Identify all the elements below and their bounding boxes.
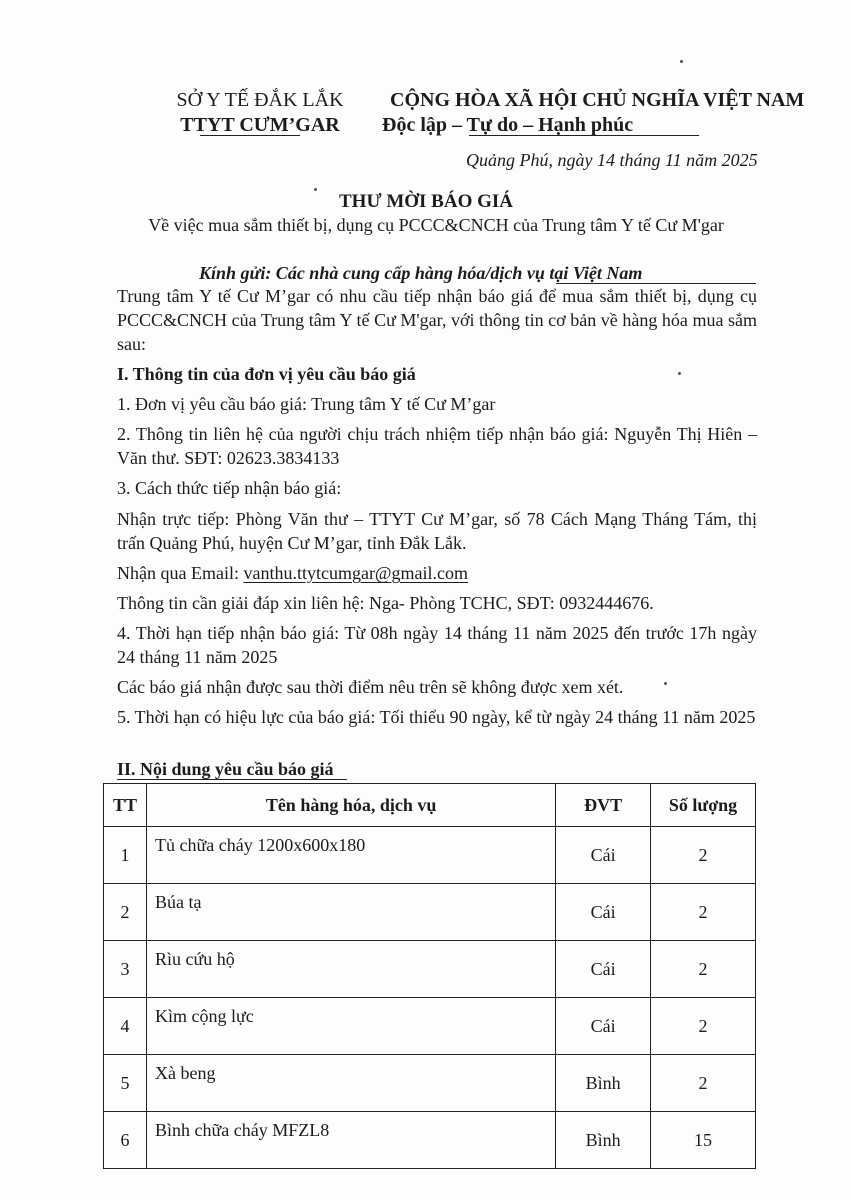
section-1-item-3: 3. Cách thức tiếp nhận báo giá: — [117, 478, 342, 498]
row-qty: 2 — [651, 884, 756, 941]
direct-receipt: Nhận trực tiếp: Phòng Văn thư – TTYT Cư M’gar, số 78 Cách Mạng Tháng Tám, thị trấn Quảng Phú, huyện Cư M’gar, tỉnh Đắk Lắk. — [117, 509, 757, 553]
row-unit: Cái — [556, 998, 651, 1055]
document-title: THƯ MỜI BÁO GIÁ — [339, 191, 513, 212]
late-note: Các báo giá nhận được sau thời điểm nêu trên sẽ không được xem xét. — [117, 677, 624, 697]
row-unit: Bình — [556, 1055, 651, 1112]
document-subject: Về việc mua sắm thiết bị, dụng cụ PCCC&CNCH của Trung tâm Y tế Cư M'gar — [148, 215, 724, 235]
row-name: Tủ chữa cháy 1200x600x180 — [146, 827, 555, 884]
table-row — [104, 941, 756, 998]
row-name: Bình chữa cháy MFZL8 — [146, 1112, 555, 1169]
row-name: Búa tạ — [146, 884, 555, 941]
table-row — [104, 827, 756, 884]
row-tt: 4 — [104, 998, 147, 1055]
motto: Độc lập – Tự do – Hạnh phúc — [382, 114, 634, 136]
section-1-item-4: 4. Thời hạn tiếp nhận báo giá: Từ 08h ngày 14 tháng 11 năm 2025 đến trước 17h ngày 24 tháng 11 năm 2025 — [117, 623, 757, 667]
row-tt: 5 — [104, 1055, 147, 1112]
section-1-heading: I. Thông tin của đơn vị yêu cầu báo giá — [117, 364, 416, 384]
row-tt: 6 — [104, 1112, 147, 1169]
row-tt: 2 — [104, 884, 147, 941]
row-qty: 2 — [651, 998, 756, 1055]
row-qty: 2 — [651, 827, 756, 884]
items-table — [103, 783, 756, 1169]
table-row — [104, 884, 756, 941]
recipient-line: Kính gửi: Các nhà cung cấp hàng hóa/dịch vụ tại Việt Nam — [199, 263, 643, 283]
table-row — [104, 998, 756, 1055]
intro-paragraph: Trung tâm Y tế Cư M’gar có nhu cầu tiếp nhận báo giá để mua sắm thiết bị, dụng cụ PCCC&CNCH của Trung tâm Y tế Cư M'gar, với thông tin cơ bản về hàng hóa mua sắm sau: — [117, 286, 757, 354]
table-header-row — [104, 784, 756, 827]
col-header-tt: TT — [104, 784, 147, 827]
row-name: Xà beng — [146, 1055, 555, 1112]
table-row — [104, 1055, 756, 1112]
col-header-name: Tên hàng hóa, dịch vụ — [146, 784, 555, 827]
row-name: Rìu cứu hộ — [146, 941, 555, 998]
row-qty: 15 — [651, 1112, 756, 1169]
row-name: Kìm cộng lực — [146, 998, 555, 1055]
email-line — [117, 561, 757, 585]
row-tt: 1 — [104, 827, 147, 884]
agency-name: SỞ Y TẾ ĐẮK LẮK — [176, 89, 344, 111]
section-1-item-5: 5. Thời hạn có hiệu lực của báo giá: Tối thiểu 90 ngày, kể từ ngày 24 tháng 11 năm 2025 — [117, 707, 756, 727]
scan-speck — [678, 372, 681, 375]
row-qty: 2 — [651, 1055, 756, 1112]
unit-name: TTYT CƯM’GAR — [180, 114, 340, 136]
row-unit: Cái — [556, 884, 651, 941]
section-2-underline — [117, 779, 347, 780]
table-row — [104, 1112, 756, 1169]
row-unit: Cái — [556, 827, 651, 884]
email-link[interactable]: vanthu.ttytcumgar@gmail.com — [243, 563, 468, 583]
col-header-unit: ĐVT — [556, 784, 651, 827]
contact-line: Thông tin cần giải đáp xin liên hệ: Nga- Phòng TCHC, SĐT: 0932444676. — [117, 593, 654, 613]
email-label: Nhận qua Email: — [117, 563, 244, 583]
scan-speck — [680, 60, 683, 63]
section-1-item-2: 2. Thông tin liên hệ của người chịu trách nhiệm tiếp nhận báo giá: Nguyễn Thị Hiên – Văn thư. SĐT: 02623.3834133 — [117, 424, 757, 468]
row-unit: Bình — [556, 1112, 651, 1169]
scan-speck — [314, 188, 317, 191]
section-1-item-1: 1. Đơn vị yêu cầu báo giá: Trung tâm Y tế Cư M’gar — [117, 394, 496, 414]
row-unit: Cái — [556, 941, 651, 998]
country-name: CỘNG HÒA XÃ HỘI CHỦ NGHĨA VIỆT NAM — [390, 89, 805, 111]
place-date: Quảng Phú, ngày 14 tháng 11 năm 2025 — [466, 150, 758, 170]
section-2-heading: II. Nội dung yêu cầu báo giá — [117, 759, 334, 779]
unit-underline — [200, 135, 300, 136]
row-qty: 2 — [651, 941, 756, 998]
col-header-qty: Số lượng — [651, 784, 756, 827]
row-tt: 3 — [104, 941, 147, 998]
motto-underline — [469, 135, 699, 136]
scan-speck — [664, 682, 667, 685]
